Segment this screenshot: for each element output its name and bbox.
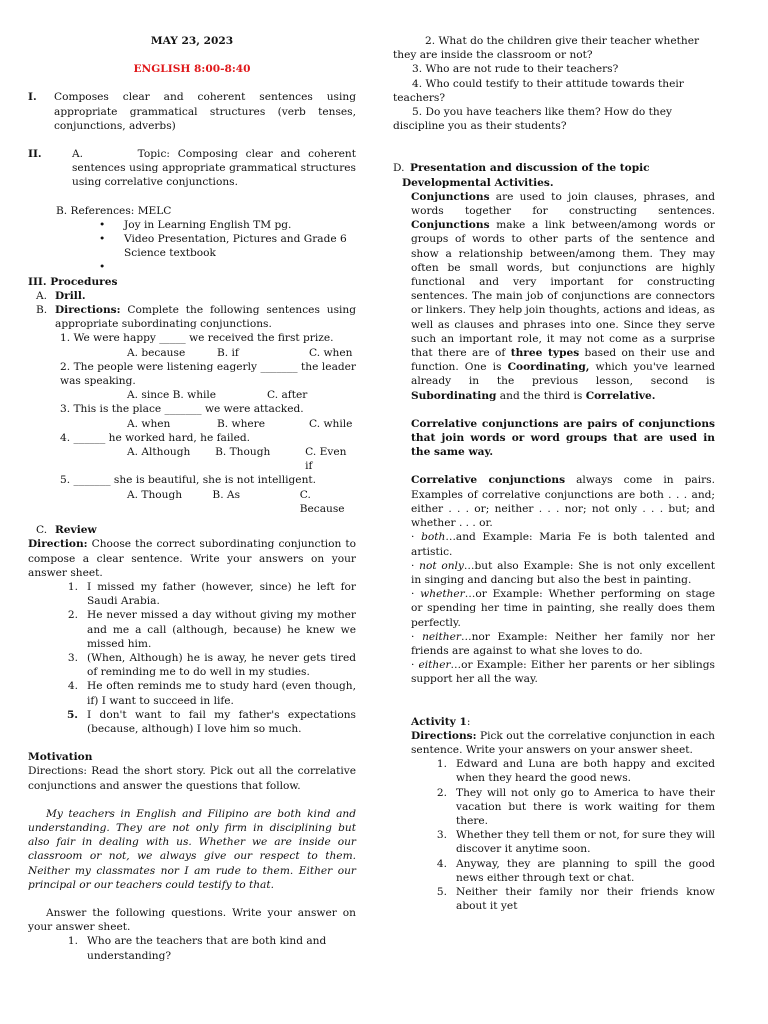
- presentation-heading: D. Presentation and discussion of the topic: [393, 162, 650, 175]
- list-item: 1. We were happy _____ we received the first prize. A. because B. if C. when: [60, 332, 353, 359]
- list-item: 1. Who are the teachers that are both kind and understanding?: [67, 935, 327, 962]
- objective: I. Composes clear and coherent sentences using appropriate grammatical structures (verb tenses, conjunctions, adverbs): [28, 91, 356, 132]
- list-item: 4. He often reminds me to study hard (even though, if) I want to succeed in life.: [67, 680, 356, 707]
- question-4: 4. Who could testify to their attitude towards their teachers?: [393, 77, 684, 104]
- conjunctions-paragraph: Conjunctions are used to join clauses, phrases, and words together for constructing sentences. Conjunctions make a link between/among words or groups of words to other parts of the sentence and show a relationship between/among them. They may often be small words, but conjunctions are highly functional and very important for constructing sentences. The main job of conjunctions are connectors or linkers. They help join thoughts, actions and ideas, as well as clauses and phrases into one. Since they serve such an important role, it may not come as a surprise that there are of three types based on their use and function. One is Coordinating, which you've learned already in the previous lesson, second is Subordinating and the third is Correlative.: [411, 190, 715, 402]
- list-item: 3. Whether they tell them or not, for sure they will discover it anytime soon.: [436, 829, 715, 856]
- review-directions: Direction: Choose the correct subordinating conjunction to compose a clear sentence. Write your answers on your answer sheet.: [28, 538, 356, 579]
- topic-text: Topic: Composing clear and coherent sentences using appropriate grammatical structures using correlative conjunctions.: [72, 148, 356, 189]
- list-item: 3. (When, Although) he is away, he never gets tired of reminding me to do well in my studies.: [67, 651, 356, 679]
- developmental-activities: Developmental Activities.: [402, 176, 554, 189]
- motivation-questions: [28, 934, 356, 962]
- list-item: 5. I don't want to fail my father's expectations (because, although) I love him so much.: [66, 708, 356, 735]
- procedures-heading: III. Procedures: [28, 275, 118, 288]
- references-list: [28, 218, 356, 275]
- activity-heading: Activity 1:: [411, 715, 471, 728]
- question-2: 2. What do the children give their teacher whether they are inside the classroom or not?: [393, 35, 700, 62]
- short-story: My teachers in English and Filipino are both kind and understanding. They are not only firm in disciplining but also fair in dealing with us. Whether we are inside our classroom or not, we always give our respect to them. Neither my classmates nor I am rude to them. Either our principal or our teachers could testify to that.: [28, 807, 356, 891]
- answer-instructions: Answer the following questions. Write your answer on your answer sheet.: [28, 906, 356, 934]
- list-item: 2. He never missed a day without giving my mother and me a call (although, because) he knew we missed him.: [67, 609, 356, 650]
- list-item: • Video Presentation, Pictures and Grade 6 Science textbook: [99, 233, 347, 260]
- list-item: · either…or Example: Either her parents or her siblings support her all the way.: [411, 659, 715, 686]
- list-item: 3. This is the place _______ we were attacked. A. when B. where C. while: [60, 403, 353, 430]
- list-item: · neither…nor Example: Neither her family nor her friends are against to what she loves to do.: [411, 630, 715, 657]
- activity-directions: Directions: Pick out the correlative conjunction in each sentence. Write your answers on your answer sheet.: [411, 729, 715, 756]
- review-items: [28, 580, 356, 736]
- motivation-heading: Motivation: [28, 751, 93, 764]
- correlative-paragraph: Correlative conjunctions always come in pairs. Examples of correlative conjunctions are both . . . and; either . . . or; neither . . . nor; not only . . . but; and whether . . . or.: [411, 474, 715, 530]
- list-item: 4. ______ he worked hard, he failed. A. Although B. Though C. Even if: [60, 431, 347, 473]
- correlative-definition: Correlative conjunctions are pairs of conjunctions that join words or word groups that are used in the same way.: [411, 417, 715, 459]
- list-item: · whether…or Example: Whether performing on stage or spending her time in painting, she really does them perfectly.: [411, 588, 715, 629]
- activity-items: [411, 757, 715, 913]
- list-item: 2. The people were listening eagerly _______ the leader was speaking. A. since B. while C. after: [60, 360, 356, 402]
- drill-heading: A. Drill.: [36, 289, 86, 302]
- list-item: · not only…but also Example: She is not only excellent in singing and dancing but also the best in painting.: [411, 559, 715, 586]
- list-item: •: [99, 261, 106, 274]
- motivation-directions: Directions: Read the short story. Pick out all the correlative conjunctions and answer the questions that follow.: [28, 765, 356, 792]
- list-item: 1. Edward and Luna are both happy and excited when they heard the good news.: [436, 758, 715, 785]
- presentation-body: [393, 190, 715, 914]
- subject-time: ENGLISH 8:00-8:40: [133, 63, 251, 76]
- left-column: [28, 34, 356, 963]
- list-item: 5. _______ she is beautiful, she is not intelligent. A. Though B. As C. Because: [60, 474, 345, 515]
- question-3: 3. Who are not rude to their teachers?: [412, 63, 619, 76]
- examples-list: [411, 530, 715, 686]
- list-item: 4. Anyway, they are planning to spill the good news either through text or chat.: [436, 857, 715, 884]
- drill-items: [28, 331, 356, 516]
- lesson-date: MAY 23, 2023: [150, 35, 234, 47]
- list-item: • Joy in Learning English TM pg.: [99, 218, 292, 231]
- references-label: B. References: MELC: [56, 204, 172, 217]
- review-heading: C. Review: [36, 524, 97, 537]
- content-section: II. A. Topic: Composing clear and coherent sentences using appropriate grammatical structures using correlative conjunctions.: [28, 148, 356, 189]
- list-item: 2. They will not only go to America to have their vacation but there is work waiting for them there.: [436, 786, 715, 827]
- right-column: [393, 34, 715, 913]
- list-item: · both…and Example: Maria Fe is both talented and artistic.: [411, 531, 715, 558]
- question-5: 5. Do you have teachers like them? How do they discipline you as their students?: [393, 106, 672, 133]
- list-item: 1. I missed my father (however, since) he left for Saudi Arabia.: [67, 580, 356, 608]
- drill-directions: B. Directions: Complete the following sentences using appropriate subordinating conjunctions.: [36, 304, 356, 331]
- list-item: 5. Neither their family nor their friends know about it yet: [436, 885, 715, 913]
